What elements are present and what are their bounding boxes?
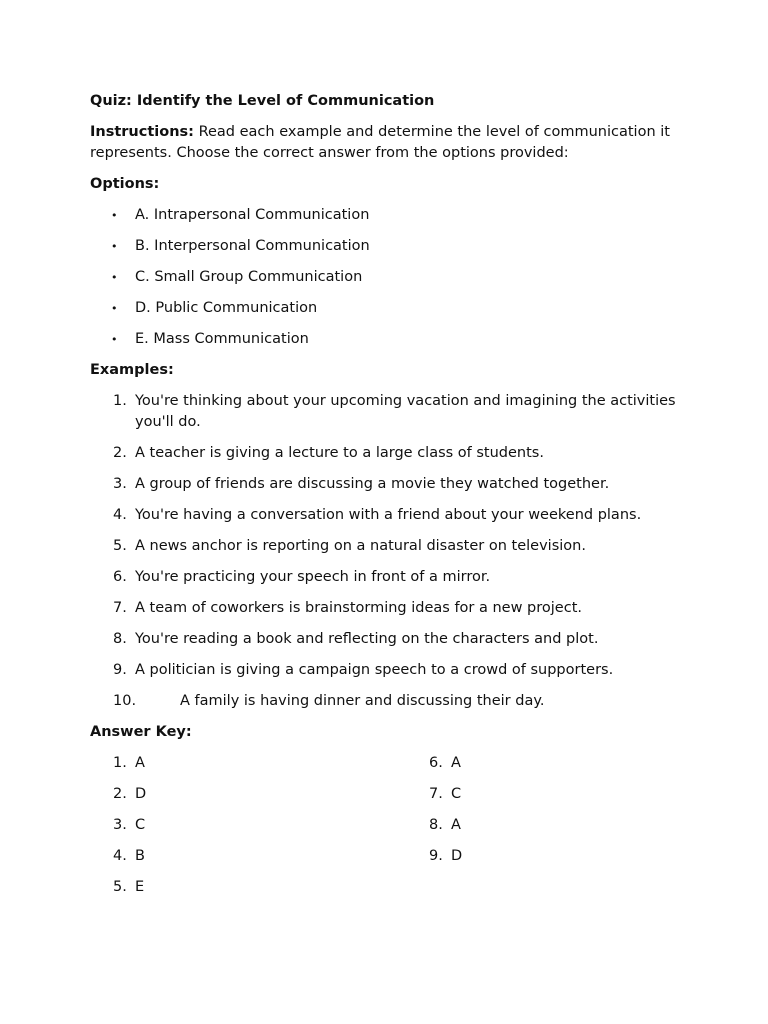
example-number: 10.	[113, 693, 137, 709]
page-title: Quiz: Identify the Level of Communication	[90, 93, 435, 109]
answer-letter: C	[451, 786, 462, 802]
answer-letter: B	[135, 848, 145, 864]
example-item	[90, 660, 680, 681]
example-number: 8.	[113, 631, 127, 647]
example-text: You're having a conversation with a friend about your weekend plans.	[135, 507, 642, 523]
example-text: You're practicing your speech in front of a mirror.	[135, 569, 491, 585]
answer-item	[90, 877, 146, 898]
answer-letter: A	[451, 755, 461, 771]
bullet: •	[111, 333, 118, 346]
example-text: A team of coworkers is brainstorming ideas for a new project.	[135, 600, 582, 616]
answer-letter: A	[451, 817, 461, 833]
bullet: •	[111, 209, 118, 222]
instructions-label: Instructions:	[90, 124, 194, 140]
answer-number: 9.	[429, 848, 443, 864]
example-item	[90, 691, 680, 712]
option-item	[90, 329, 680, 350]
example-item	[90, 474, 680, 495]
answer-number: 4.	[113, 848, 127, 864]
answer-item	[406, 815, 462, 836]
example-text: You're thinking about your upcoming vacation and imagining the activities you'll do.	[135, 393, 676, 430]
answer-column-left	[90, 753, 146, 908]
example-text: A group of friends are discussing a movie they watched together.	[135, 476, 610, 492]
example-item	[90, 598, 680, 619]
answer-item	[90, 784, 146, 805]
option-label: D. Public Communication	[135, 300, 318, 316]
example-item	[90, 629, 680, 650]
instructions-text: Read each example and determine the level of communication it represents. Choose the correct answer from the options provided:	[90, 124, 670, 161]
example-item	[90, 536, 680, 557]
example-item	[90, 391, 680, 433]
option-label: C. Small Group Communication	[135, 269, 363, 285]
example-number: 2.	[113, 445, 127, 461]
example-number: 1.	[113, 393, 127, 409]
example-item	[90, 505, 680, 526]
answer-letter: D	[451, 848, 463, 864]
option-item	[90, 205, 680, 226]
answer-item	[406, 846, 462, 867]
examples-heading: Examples:	[90, 362, 174, 378]
example-text: A news anchor is reporting on a natural disaster on television.	[135, 538, 586, 554]
example-text: A family is having dinner and discussing their day.	[180, 693, 545, 709]
answer-letter: A	[135, 755, 145, 771]
options-heading: Options:	[90, 176, 160, 192]
example-number: 5.	[113, 538, 127, 554]
option-label: E. Mass Communication	[135, 331, 309, 347]
answer-letter: C	[135, 817, 146, 833]
answer-column-right	[406, 753, 462, 877]
answer-item	[90, 753, 146, 774]
quiz-document	[90, 91, 680, 903]
example-number: 9.	[113, 662, 127, 678]
example-text: A teacher is giving a lecture to a large class of students.	[135, 445, 544, 461]
example-item	[90, 443, 680, 464]
answer-key-heading: Answer Key:	[90, 724, 192, 740]
example-text: A politician is giving a campaign speech to a crowd of supporters.	[135, 662, 614, 678]
answer-number: 3.	[113, 817, 127, 833]
answer-number: 1.	[113, 755, 127, 771]
example-item	[90, 567, 680, 588]
bullet: •	[111, 271, 118, 284]
option-item	[90, 267, 680, 288]
answer-letter: D	[135, 786, 147, 802]
example-number: 4.	[113, 507, 127, 523]
answer-item	[406, 784, 462, 805]
answer-letter: E	[135, 879, 145, 895]
example-number: 3.	[113, 476, 127, 492]
answer-number: 6.	[429, 755, 443, 771]
options-list	[90, 205, 680, 350]
answer-number: 8.	[429, 817, 443, 833]
answer-number: 7.	[429, 786, 443, 802]
answer-key	[90, 753, 680, 903]
answer-item	[90, 846, 146, 867]
example-number: 6.	[113, 569, 127, 585]
option-item	[90, 298, 680, 319]
instructions	[90, 122, 680, 164]
bullet: •	[111, 240, 118, 253]
example-number: 7.	[113, 600, 127, 616]
answer-number: 2.	[113, 786, 127, 802]
option-label: A. Intrapersonal Communication	[135, 207, 370, 223]
example-text: You're reading a book and reflecting on the characters and plot.	[135, 631, 599, 647]
option-label: B. Interpersonal Communication	[135, 238, 370, 254]
answer-number: 5.	[113, 879, 127, 895]
answer-item	[406, 753, 462, 774]
answer-item	[90, 815, 146, 836]
option-item	[90, 236, 680, 257]
examples-list	[90, 391, 680, 712]
bullet: •	[111, 302, 118, 315]
